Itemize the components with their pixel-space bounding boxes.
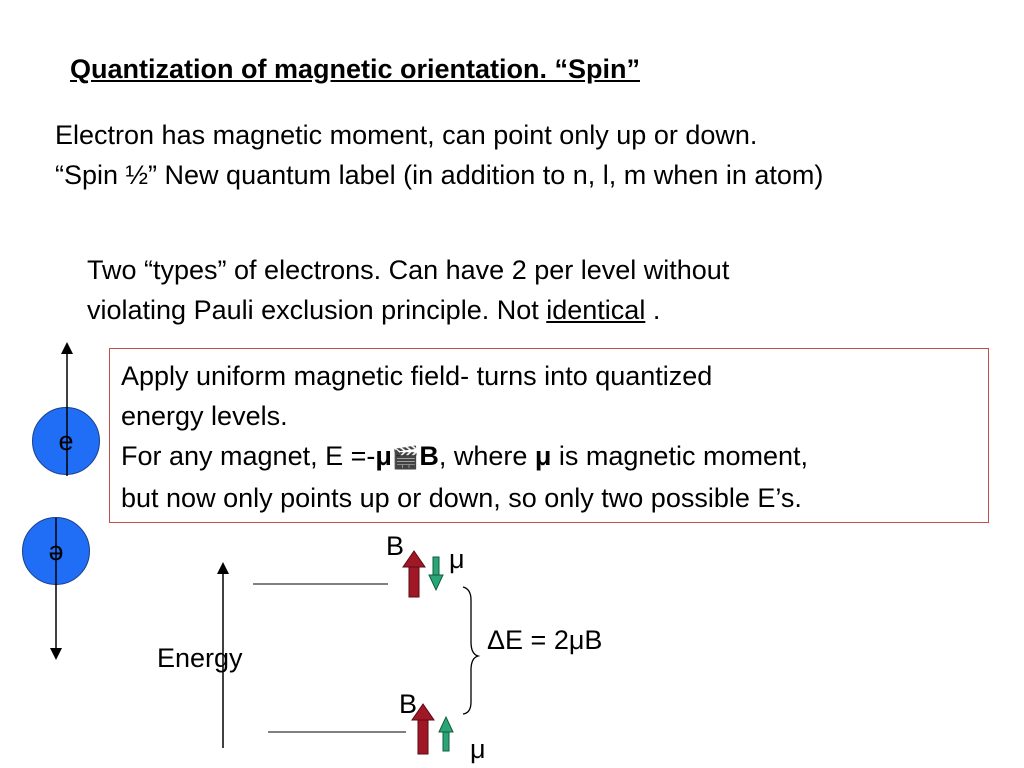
mu-arrow-bottom bbox=[439, 717, 453, 751]
mu-arrow-top bbox=[429, 557, 443, 590]
energy-axis-label: Energy bbox=[157, 643, 243, 673]
b-symbol: B bbox=[419, 441, 439, 471]
where-text: , where bbox=[438, 441, 535, 471]
moment-text: is magnetic moment, bbox=[551, 441, 808, 471]
spin-up-label: e bbox=[58, 425, 74, 456]
delta-e-label: ΔE = 2μB bbox=[487, 625, 603, 655]
identical-word: identical bbox=[546, 295, 646, 325]
types-line-1: Two “types” of electrons. Can have 2 per level without bbox=[87, 255, 730, 285]
box-line-4: but now only points up or down, so only two possible E’s. bbox=[121, 483, 802, 513]
intro-line-1: Electron has magnetic moment, can point only up or down. bbox=[55, 120, 758, 150]
types-line-2-end: . bbox=[645, 295, 661, 325]
b-arrow-top bbox=[403, 551, 425, 597]
energy-equation: For any magnet, E =- bbox=[121, 441, 376, 471]
mu-label-top: μ bbox=[449, 544, 465, 574]
types-line-2-start: violating Pauli exclusion principle. Not bbox=[87, 295, 547, 325]
clapperboard-icon: 🎬 bbox=[391, 445, 420, 470]
mu-symbol: μ bbox=[375, 441, 392, 471]
box-line-1: Apply uniform magnetic field- turns into quantized bbox=[121, 361, 713, 391]
mu-symbol-2: μ bbox=[534, 441, 552, 471]
delta-e-brace bbox=[463, 587, 478, 714]
intro-line-2: “Spin ½” New quantum label (in addition to n, l, m when in atom) bbox=[55, 160, 824, 190]
slide-title: Quantization of magnetic orientation. “Spin” bbox=[70, 54, 641, 84]
spin-down-label: ə bbox=[48, 535, 64, 566]
box-line-2: energy levels. bbox=[121, 401, 288, 431]
mu-label-bottom: μ bbox=[470, 734, 486, 764]
b-label-bottom: B bbox=[399, 689, 418, 719]
b-label-top: B bbox=[386, 531, 405, 561]
